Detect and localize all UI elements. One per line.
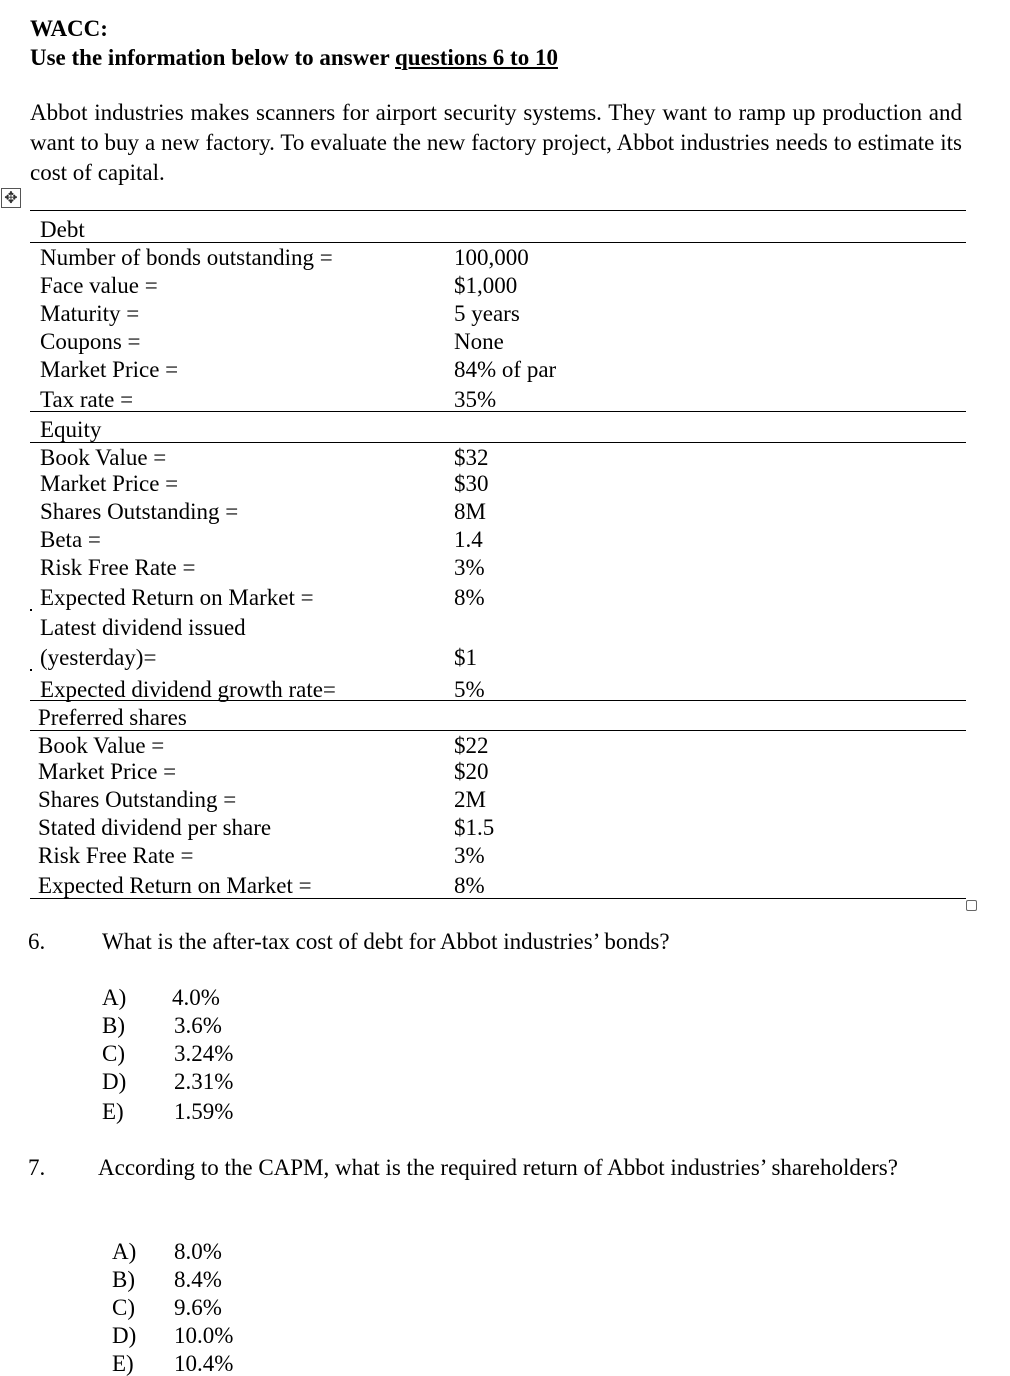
row-label: Shares Outstanding =: [40, 499, 239, 524]
row-value: $32: [454, 445, 489, 470]
questions-range-link[interactable]: questions 6 to 10: [395, 45, 558, 70]
option-value: 8.0%: [174, 1239, 222, 1264]
row-label: Expected Return on Market =: [38, 873, 312, 898]
row-value: 5 years: [454, 301, 520, 326]
row-label: Risk Free Rate =: [40, 555, 196, 580]
row-label: Expected dividend growth rate=: [40, 677, 336, 702]
instruction-line: [30, 46, 558, 69]
row-label: Latest dividend issued: [40, 615, 246, 640]
table-rule-top: [30, 210, 966, 211]
row-label: Beta =: [40, 527, 101, 552]
option-value: 2.31%: [174, 1069, 234, 1094]
table-rule-preferred: [30, 730, 966, 731]
row-value: 8M: [454, 499, 486, 524]
table-rule-debt: [30, 242, 966, 243]
row-value: 2M: [454, 787, 486, 812]
instruction-prefix: Use the information below to answer: [30, 45, 395, 70]
option-letter: D): [112, 1323, 137, 1348]
option-letter: B): [102, 1013, 125, 1038]
page-title: WACC:: [30, 16, 108, 41]
row-value: 1.4: [454, 527, 483, 552]
intro-paragraph: Abbot industries makes scanners for airport security systems. They want to ramp up production and want to buy a new factory. To evaluate the new factory project, Abbot industries needs to estimate its cost of capital.: [30, 100, 962, 185]
row-value: 3%: [454, 843, 485, 868]
row-value: 35%: [454, 387, 497, 412]
row-value: 5%: [454, 677, 485, 702]
row-label: Shares Outstanding =: [38, 787, 237, 812]
debt-heading: Debt: [40, 217, 85, 242]
row-value: $22: [454, 733, 489, 758]
option-letter: E): [112, 1351, 134, 1376]
option-value: 9.6%: [174, 1295, 222, 1320]
equity-heading: Equity: [40, 417, 102, 442]
row-value: None: [454, 329, 504, 354]
option-letter: D): [102, 1069, 127, 1094]
row-label: Number of bonds outstanding =: [40, 245, 333, 270]
row-label: Coupons =: [40, 329, 141, 354]
row-label: Risk Free Rate =: [38, 843, 194, 868]
preferred-heading: Preferred shares: [38, 705, 187, 730]
row-label: Maturity =: [40, 301, 140, 326]
table-rule-equity: [30, 442, 966, 443]
row-label: Expected Return on Market =: [40, 585, 314, 610]
question-number: 7.: [28, 1155, 46, 1180]
row-value: 84% of par: [454, 357, 557, 382]
row-label: Book Value =: [38, 733, 165, 758]
row-value: 8%: [454, 585, 485, 610]
row-label: Market Price =: [40, 357, 179, 382]
table-rule-bottom: [30, 898, 966, 899]
option-letter: A): [102, 985, 127, 1010]
table-rule-equity-top: [30, 411, 966, 412]
paragraph-mark: [30, 669, 32, 671]
row-label: Book Value =: [40, 445, 167, 470]
row-label: Stated dividend per share: [38, 815, 272, 840]
row-label: Market Price =: [38, 759, 177, 784]
table-resize-handle-icon[interactable]: [966, 900, 977, 911]
row-value: $1: [454, 645, 477, 670]
option-letter: E): [102, 1099, 124, 1124]
row-value: $30: [454, 471, 489, 496]
paragraph-mark: [30, 609, 32, 611]
row-value: $1.5: [454, 815, 495, 840]
row-value: 3%: [454, 555, 485, 580]
option-value: 8.4%: [174, 1267, 222, 1292]
row-value: $1,000: [454, 273, 518, 298]
option-value: 3.6%: [174, 1013, 222, 1038]
option-value: 10.4%: [174, 1351, 234, 1376]
row-label: Tax rate =: [40, 387, 134, 412]
row-value: 100,000: [454, 245, 529, 270]
question-text: According to the CAPM, what is the required return of Abbot industries’ shareholders?: [98, 1155, 898, 1180]
option-value: 1.59%: [174, 1099, 234, 1124]
option-letter: A): [112, 1239, 137, 1264]
question-text: What is the after-tax cost of debt for Abbot industries’ bonds?: [102, 929, 670, 954]
row-label: (yesterday)=: [40, 645, 157, 670]
table-move-handle-icon[interactable]: ✥: [1, 188, 21, 208]
question-number: 6.: [28, 929, 46, 954]
option-letter: C): [102, 1041, 125, 1066]
row-label: Market Price =: [40, 471, 179, 496]
option-value: 4.0%: [172, 985, 220, 1010]
option-value: 10.0%: [174, 1323, 234, 1348]
row-value: 8%: [454, 873, 485, 898]
option-letter: B): [112, 1267, 135, 1292]
row-value: $20: [454, 759, 489, 784]
row-label: Face value =: [40, 273, 158, 298]
option-value: 3.24%: [174, 1041, 234, 1066]
option-letter: C): [112, 1295, 135, 1320]
